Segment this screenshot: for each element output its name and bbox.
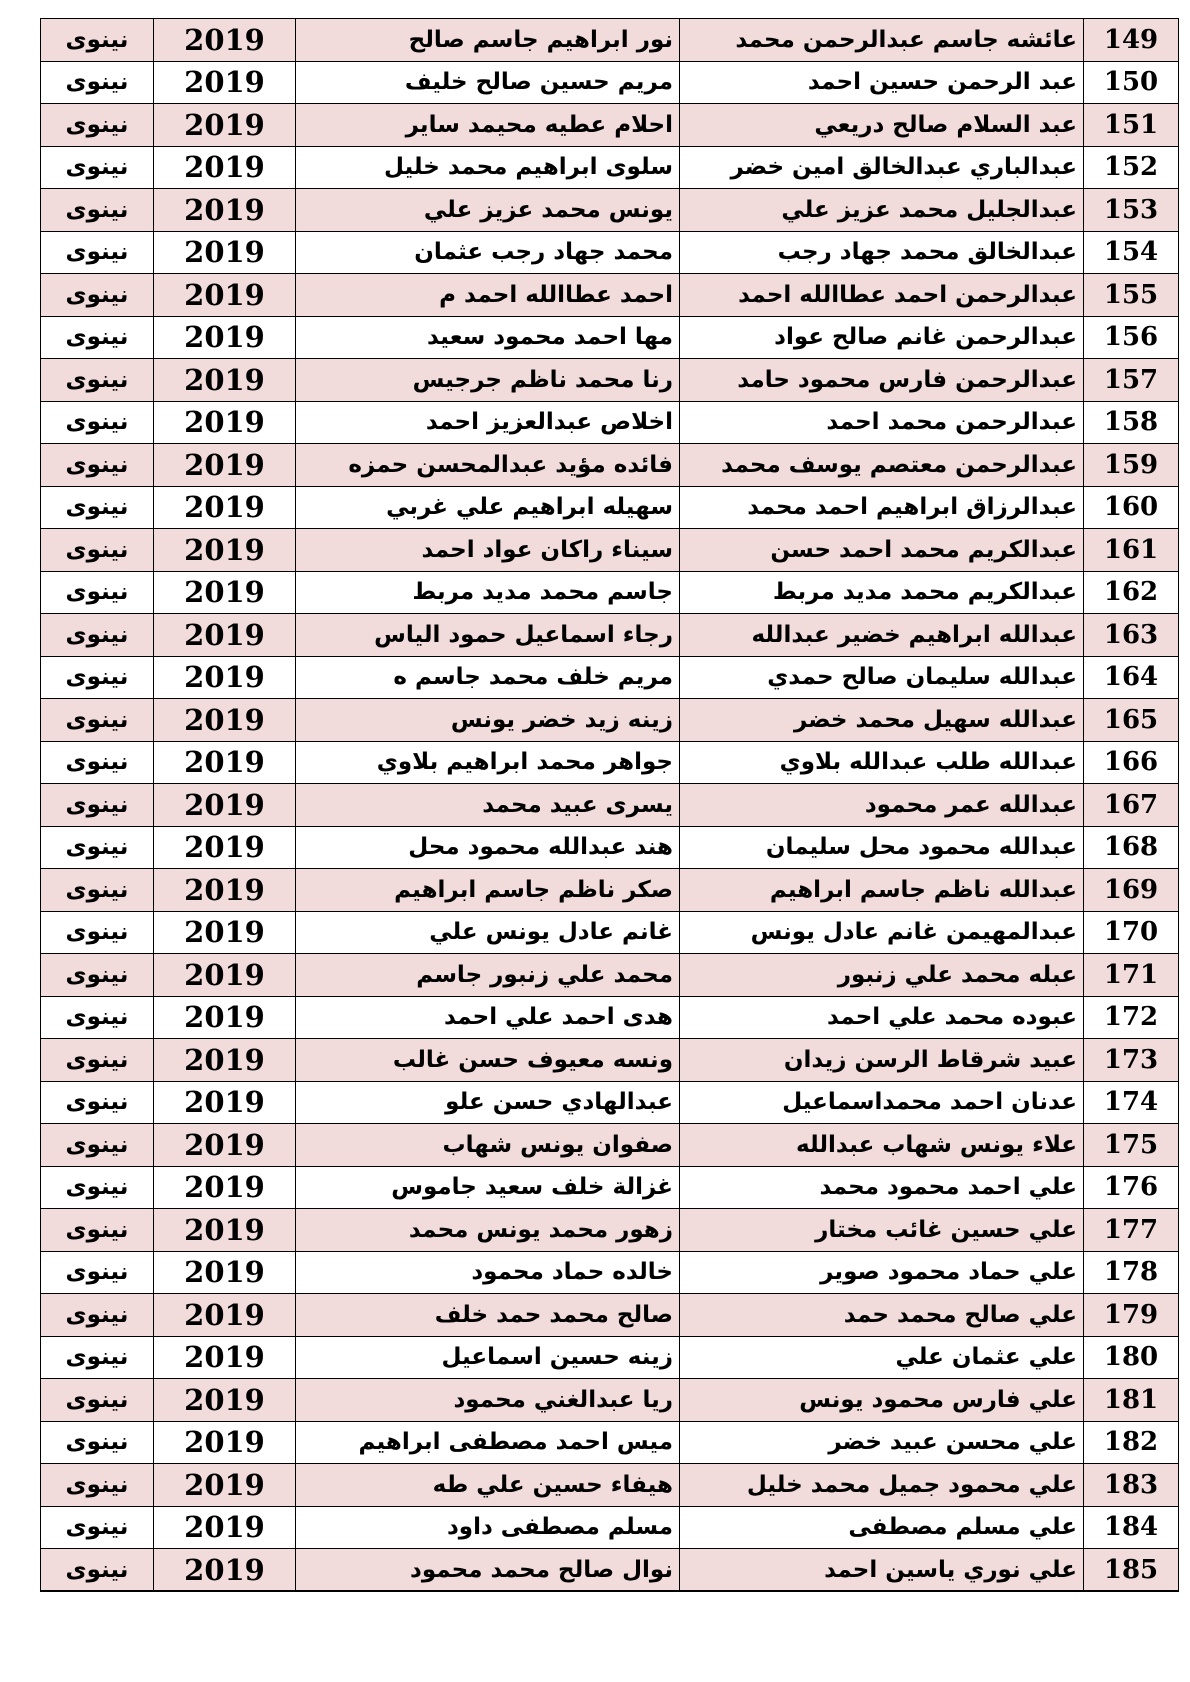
governorate-cell: نينوى: [41, 61, 154, 104]
year-cell: 2019: [154, 699, 296, 742]
governorate-cell: نينوى: [41, 529, 154, 572]
governorate-cell: نينوى: [41, 996, 154, 1039]
table-row: [41, 1464, 1179, 1507]
year-cell: 2019: [154, 359, 296, 402]
governorate-cell: نينوى: [41, 571, 154, 614]
name-cell: عبدالرحمن معتصم يوسف محمد: [680, 444, 1084, 487]
table-row: [41, 104, 1179, 147]
governorate-cell: نينوى: [41, 486, 154, 529]
name-cell: عبدالله ابراهيم خضير عبدالله: [680, 614, 1084, 657]
table-body: [41, 19, 1179, 1592]
row-number-cell: 155: [1084, 274, 1179, 317]
name-cell: علي صالح محمد حمد: [680, 1294, 1084, 1337]
names-table: [40, 18, 1179, 1592]
name-cell: علي محمود جميل محمد خليل: [680, 1464, 1084, 1507]
governorate-cell: نينوى: [41, 231, 154, 274]
row-number-cell: 167: [1084, 784, 1179, 827]
year-cell: 2019: [154, 444, 296, 487]
name-cell: عائشه جاسم عبدالرحمن محمد: [680, 19, 1084, 62]
row-number-cell: 153: [1084, 189, 1179, 232]
second-name-cell: زينه حسين اسماعيل: [296, 1336, 680, 1379]
second-name-cell: زينه زيد خضر يونس: [296, 699, 680, 742]
year-cell: 2019: [154, 189, 296, 232]
table-row: [41, 1209, 1179, 1252]
table-row: [41, 61, 1179, 104]
name-cell: عبدالله عمر محمود: [680, 784, 1084, 827]
governorate-cell: نينوى: [41, 1379, 154, 1422]
year-cell: 2019: [154, 869, 296, 912]
name-cell: علي عثمان علي: [680, 1336, 1084, 1379]
row-number-cell: 182: [1084, 1421, 1179, 1464]
year-cell: 2019: [154, 1209, 296, 1252]
name-cell: علي محسن عبيد خضر: [680, 1421, 1084, 1464]
table-row: [41, 1251, 1179, 1294]
table-row: [41, 1039, 1179, 1082]
governorate-cell: نينوى: [41, 1464, 154, 1507]
second-name-cell: محمد علي زنبور جاسم: [296, 954, 680, 997]
year-cell: 2019: [154, 826, 296, 869]
second-name-cell: احلام عطيه محيمد ساير: [296, 104, 680, 147]
year-cell: 2019: [154, 1464, 296, 1507]
name-cell: عبدالله سهيل محمد خضر: [680, 699, 1084, 742]
second-name-cell: جاسم محمد مديد مربط: [296, 571, 680, 614]
year-cell: 2019: [154, 486, 296, 529]
year-cell: 2019: [154, 274, 296, 317]
row-number-cell: 178: [1084, 1251, 1179, 1294]
second-name-cell: نوال صالح محمد محمود: [296, 1549, 680, 1592]
name-cell: عبدالرحمن فارس محمود حامد: [680, 359, 1084, 402]
year-cell: 2019: [154, 741, 296, 784]
year-cell: 2019: [154, 614, 296, 657]
table-row: [41, 826, 1179, 869]
name-cell: عبدالكريم محمد احمد حسن: [680, 529, 1084, 572]
second-name-cell: رنا محمد ناظم جرجيس: [296, 359, 680, 402]
governorate-cell: نينوى: [41, 19, 154, 62]
row-number-cell: 158: [1084, 401, 1179, 444]
table-row: [41, 869, 1179, 912]
row-number-cell: 160: [1084, 486, 1179, 529]
second-name-cell: سيناء راكان عواد احمد: [296, 529, 680, 572]
year-cell: 2019: [154, 19, 296, 62]
year-cell: 2019: [154, 1294, 296, 1337]
second-name-cell: غزالة خلف سعيد جاموس: [296, 1166, 680, 1209]
year-cell: 2019: [154, 1039, 296, 1082]
row-number-cell: 166: [1084, 741, 1179, 784]
second-name-cell: ريا عبدالغني محمود: [296, 1379, 680, 1422]
table-row: [41, 1549, 1179, 1592]
name-cell: عبدالله سليمان صالح حمدي: [680, 656, 1084, 699]
row-number-cell: 174: [1084, 1081, 1179, 1124]
second-name-cell: زهور محمد يونس محمد: [296, 1209, 680, 1252]
row-number-cell: 181: [1084, 1379, 1179, 1422]
governorate-cell: نينوى: [41, 146, 154, 189]
second-name-cell: جواهر محمد ابراهيم بلاوي: [296, 741, 680, 784]
year-cell: 2019: [154, 996, 296, 1039]
name-cell: عبدالمهيمن غانم عادل يونس: [680, 911, 1084, 954]
second-name-cell: يسرى عبيد محمد: [296, 784, 680, 827]
name-cell: عبدالجليل محمد عزيز علي: [680, 189, 1084, 232]
row-number-cell: 163: [1084, 614, 1179, 657]
row-number-cell: 165: [1084, 699, 1179, 742]
table-row: [41, 996, 1179, 1039]
table-row: [41, 231, 1179, 274]
year-cell: 2019: [154, 316, 296, 359]
table-row: [41, 1421, 1179, 1464]
year-cell: 2019: [154, 1336, 296, 1379]
table-row: [41, 699, 1179, 742]
governorate-cell: نينوى: [41, 1506, 154, 1549]
second-name-cell: محمد جهاد رجب عثمان: [296, 231, 680, 274]
table-row: [41, 1081, 1179, 1124]
name-cell: علاء يونس شهاب عبدالله: [680, 1124, 1084, 1167]
table-row: [41, 401, 1179, 444]
governorate-cell: نينوى: [41, 614, 154, 657]
second-name-cell: صالح محمد حمد خلف: [296, 1294, 680, 1337]
row-number-cell: 154: [1084, 231, 1179, 274]
governorate-cell: نينوى: [41, 699, 154, 742]
row-number-cell: 184: [1084, 1506, 1179, 1549]
year-cell: 2019: [154, 1506, 296, 1549]
governorate-cell: نينوى: [41, 911, 154, 954]
row-number-cell: 159: [1084, 444, 1179, 487]
year-cell: 2019: [154, 1124, 296, 1167]
second-name-cell: هند عبدالله محمود محل: [296, 826, 680, 869]
table-row: [41, 1124, 1179, 1167]
name-cell: علي فارس محمود يونس: [680, 1379, 1084, 1422]
second-name-cell: هدى احمد علي احمد: [296, 996, 680, 1039]
row-number-cell: 179: [1084, 1294, 1179, 1337]
row-number-cell: 169: [1084, 869, 1179, 912]
row-number-cell: 149: [1084, 19, 1179, 62]
row-number-cell: 183: [1084, 1464, 1179, 1507]
second-name-cell: مسلم مصطفى داود: [296, 1506, 680, 1549]
governorate-cell: نينوى: [41, 1124, 154, 1167]
governorate-cell: نينوى: [41, 1549, 154, 1592]
row-number-cell: 172: [1084, 996, 1179, 1039]
year-cell: 2019: [154, 529, 296, 572]
row-number-cell: 175: [1084, 1124, 1179, 1167]
second-name-cell: صكر ناظم جاسم ابراهيم: [296, 869, 680, 912]
table-row: [41, 1166, 1179, 1209]
table-row: [41, 19, 1179, 62]
second-name-cell: مها احمد محمود سعيد: [296, 316, 680, 359]
second-name-cell: مريم حسين صالح خليف: [296, 61, 680, 104]
second-name-cell: سلوى ابراهيم محمد خليل: [296, 146, 680, 189]
governorate-cell: نينوى: [41, 826, 154, 869]
row-number-cell: 176: [1084, 1166, 1179, 1209]
governorate-cell: نينوى: [41, 784, 154, 827]
second-name-cell: ميس احمد مصطفى ابراهيم: [296, 1421, 680, 1464]
governorate-cell: نينوى: [41, 1294, 154, 1337]
row-number-cell: 171: [1084, 954, 1179, 997]
governorate-cell: نينوى: [41, 954, 154, 997]
governorate-cell: نينوى: [41, 316, 154, 359]
name-cell: عدنان احمد محمداسماعيل: [680, 1081, 1084, 1124]
name-cell: عبدالرحمن محمد احمد: [680, 401, 1084, 444]
second-name-cell: اخلاص عبدالعزيز احمد: [296, 401, 680, 444]
name-cell: علي مسلم مصطفى: [680, 1506, 1084, 1549]
year-cell: 2019: [154, 571, 296, 614]
row-number-cell: 150: [1084, 61, 1179, 104]
second-name-cell: غانم عادل يونس علي: [296, 911, 680, 954]
year-cell: 2019: [154, 61, 296, 104]
row-number-cell: 168: [1084, 826, 1179, 869]
table-row: [41, 571, 1179, 614]
name-cell: عبدالرزاق ابراهيم احمد محمد: [680, 486, 1084, 529]
name-cell: عبدالرحمن احمد عطاالله احمد: [680, 274, 1084, 317]
governorate-cell: نينوى: [41, 1081, 154, 1124]
row-number-cell: 173: [1084, 1039, 1179, 1082]
second-name-cell: مريم خلف محمد جاسم ه: [296, 656, 680, 699]
governorate-cell: نينوى: [41, 274, 154, 317]
table-row: [41, 741, 1179, 784]
year-cell: 2019: [154, 1081, 296, 1124]
name-cell: عبدالله طلب عبدالله بلاوي: [680, 741, 1084, 784]
governorate-cell: نينوى: [41, 359, 154, 402]
name-cell: عبدالكريم محمد مديد مربط: [680, 571, 1084, 614]
year-cell: 2019: [154, 104, 296, 147]
table-row: [41, 1294, 1179, 1337]
second-name-cell: عبدالهادي حسن علو: [296, 1081, 680, 1124]
year-cell: 2019: [154, 1166, 296, 1209]
second-name-cell: يونس محمد عزيز علي: [296, 189, 680, 232]
second-name-cell: نور ابراهيم جاسم صالح: [296, 19, 680, 62]
governorate-cell: نينوى: [41, 401, 154, 444]
table-row: [41, 146, 1179, 189]
governorate-cell: نينوى: [41, 1039, 154, 1082]
table-row: [41, 911, 1179, 954]
year-cell: 2019: [154, 231, 296, 274]
name-cell: علي حماد محمود صوير: [680, 1251, 1084, 1294]
row-number-cell: 177: [1084, 1209, 1179, 1252]
table-row: [41, 954, 1179, 997]
year-cell: 2019: [154, 1379, 296, 1422]
governorate-cell: نينوى: [41, 869, 154, 912]
governorate-cell: نينوى: [41, 1166, 154, 1209]
year-cell: 2019: [154, 784, 296, 827]
second-name-cell: صفوان يونس شهاب: [296, 1124, 680, 1167]
name-cell: علي احمد محمود محمد: [680, 1166, 1084, 1209]
name-cell: عبوده محمد علي احمد: [680, 996, 1084, 1039]
year-cell: 2019: [154, 911, 296, 954]
name-cell: عبله محمد علي زنبور: [680, 954, 1084, 997]
row-number-cell: 156: [1084, 316, 1179, 359]
name-cell: عبدالله ناظم جاسم ابراهيم: [680, 869, 1084, 912]
governorate-cell: نينوى: [41, 189, 154, 232]
row-number-cell: 180: [1084, 1336, 1179, 1379]
second-name-cell: هيفاء حسين علي طه: [296, 1464, 680, 1507]
year-cell: 2019: [154, 1421, 296, 1464]
row-number-cell: 152: [1084, 146, 1179, 189]
row-number-cell: 157: [1084, 359, 1179, 402]
governorate-cell: نينوى: [41, 104, 154, 147]
table-row: [41, 529, 1179, 572]
name-cell: علي حسين غائب مختار: [680, 1209, 1084, 1252]
name-cell: عبدالرحمن غانم صالح عواد: [680, 316, 1084, 359]
row-number-cell: 170: [1084, 911, 1179, 954]
second-name-cell: فائده مؤيد عبدالمحسن حمزه: [296, 444, 680, 487]
name-cell: علي نوري ياسين احمد: [680, 1549, 1084, 1592]
year-cell: 2019: [154, 656, 296, 699]
second-name-cell: ونسه معيوف حسن غالب: [296, 1039, 680, 1082]
second-name-cell: سهيله ابراهيم علي غربي: [296, 486, 680, 529]
governorate-cell: نينوى: [41, 656, 154, 699]
governorate-cell: نينوى: [41, 741, 154, 784]
name-cell: عبدالخالق محمد جهاد رجب: [680, 231, 1084, 274]
row-number-cell: 161: [1084, 529, 1179, 572]
name-cell: عبيد شرقاط الرسن زيدان: [680, 1039, 1084, 1082]
governorate-cell: نينوى: [41, 1209, 154, 1252]
table-row: [41, 444, 1179, 487]
governorate-cell: نينوى: [41, 1421, 154, 1464]
year-cell: 2019: [154, 954, 296, 997]
table-row: [41, 1506, 1179, 1549]
row-number-cell: 185: [1084, 1549, 1179, 1592]
year-cell: 2019: [154, 401, 296, 444]
year-cell: 2019: [154, 1549, 296, 1592]
governorate-cell: نينوى: [41, 444, 154, 487]
table-row: [41, 614, 1179, 657]
governorate-cell: نينوى: [41, 1336, 154, 1379]
row-number-cell: 151: [1084, 104, 1179, 147]
name-cell: عبدالله محمود محل سليمان: [680, 826, 1084, 869]
table-row: [41, 656, 1179, 699]
document-page: [40, 18, 1178, 1592]
name-cell: عبد السلام صالح دريعي: [680, 104, 1084, 147]
table-row: [41, 359, 1179, 402]
second-name-cell: خالده حماد محمود: [296, 1251, 680, 1294]
table-row: [41, 486, 1179, 529]
name-cell: عبدالباري عبدالخالق امين خضر: [680, 146, 1084, 189]
row-number-cell: 164: [1084, 656, 1179, 699]
year-cell: 2019: [154, 146, 296, 189]
year-cell: 2019: [154, 1251, 296, 1294]
name-cell: عبد الرحمن حسين احمد: [680, 61, 1084, 104]
table-row: [41, 274, 1179, 317]
table-row: [41, 1379, 1179, 1422]
row-number-cell: 162: [1084, 571, 1179, 614]
table-row: [41, 316, 1179, 359]
table-row: [41, 1336, 1179, 1379]
second-name-cell: رجاء اسماعيل حمود الياس: [296, 614, 680, 657]
second-name-cell: احمد عطاالله احمد م: [296, 274, 680, 317]
table-row: [41, 784, 1179, 827]
governorate-cell: نينوى: [41, 1251, 154, 1294]
table-row: [41, 189, 1179, 232]
